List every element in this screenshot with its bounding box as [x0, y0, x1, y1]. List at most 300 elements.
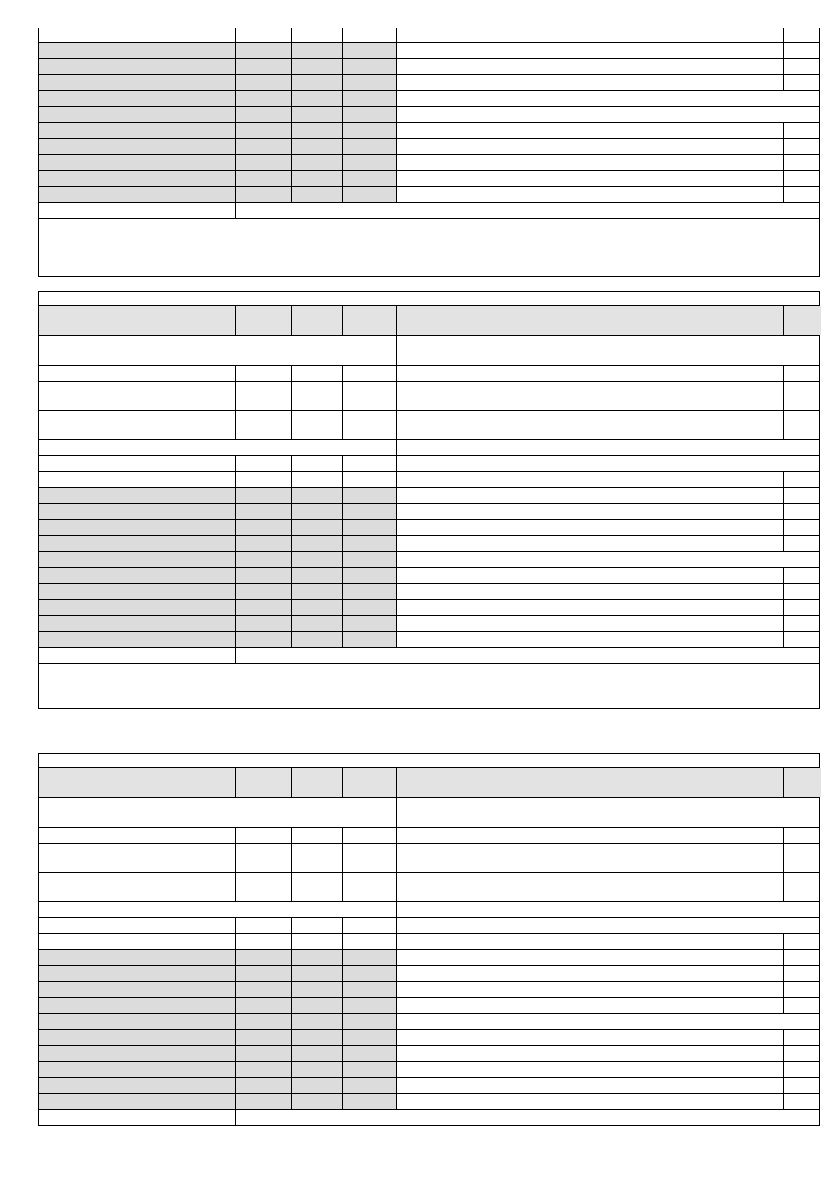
table-cell — [291, 918, 342, 933]
table-cell — [291, 382, 342, 410]
table-cell — [39, 902, 396, 917]
table-row — [38, 488, 820, 504]
table-cell — [39, 107, 235, 122]
table-row — [38, 768, 820, 798]
table-cell — [342, 1014, 396, 1029]
table-cell — [291, 472, 342, 487]
table-cell — [235, 768, 291, 797]
table-cell — [291, 59, 342, 74]
table-cell — [235, 1062, 291, 1077]
table-cell — [396, 616, 783, 631]
table-cell — [39, 171, 235, 186]
table-cell — [39, 1062, 235, 1077]
table-cell — [235, 306, 291, 335]
table-cell — [396, 873, 783, 901]
form-block-3 — [38, 753, 820, 1126]
table-cell — [291, 43, 342, 58]
table-row — [38, 75, 820, 91]
table-cell — [396, 1030, 783, 1045]
table-cell — [396, 59, 783, 74]
table-cell — [291, 28, 342, 42]
table-cell — [291, 155, 342, 170]
table-cell — [783, 306, 821, 335]
table-row — [38, 1046, 820, 1062]
table-cell — [342, 91, 396, 106]
table-cell — [39, 28, 235, 42]
table-row — [38, 155, 820, 171]
table-cell — [235, 91, 291, 106]
table-cell — [783, 382, 821, 410]
table-cell — [235, 1014, 291, 1029]
table-cell — [291, 366, 342, 381]
table-cell — [39, 873, 235, 901]
table-cell — [783, 768, 821, 797]
table-cell — [291, 504, 342, 519]
table-cell — [396, 107, 821, 122]
form-block-1 — [38, 28, 820, 276]
table-cell — [39, 306, 235, 335]
table-cell — [235, 28, 291, 42]
table-cell — [39, 918, 235, 933]
table-cell — [396, 43, 783, 58]
table-row — [38, 203, 820, 219]
table-cell — [291, 171, 342, 186]
table-cell — [39, 472, 235, 487]
table-cell — [291, 1062, 342, 1077]
table-row — [38, 382, 820, 411]
table-cell — [342, 616, 396, 631]
table-row — [38, 472, 820, 488]
table-row — [38, 664, 820, 709]
table-row — [38, 998, 820, 1014]
table-cell — [235, 844, 291, 872]
table-cell — [235, 411, 291, 439]
table-cell — [342, 504, 396, 519]
table-cell — [396, 1014, 821, 1029]
table-cell — [396, 504, 783, 519]
table-cell — [39, 139, 235, 154]
table-cell — [39, 664, 821, 708]
table-cell — [291, 75, 342, 90]
table-cell — [783, 934, 821, 949]
table-cell — [342, 411, 396, 439]
table-row — [38, 966, 820, 982]
table-cell — [235, 966, 291, 981]
table-cell — [235, 1110, 821, 1125]
table-cell — [235, 1094, 291, 1109]
table-cell — [342, 828, 396, 843]
table-cell — [235, 584, 291, 599]
table-cell — [342, 382, 396, 410]
table-cell — [342, 536, 396, 551]
table-cell — [783, 982, 821, 997]
table-cell — [291, 107, 342, 122]
table-cell — [396, 1078, 783, 1093]
table-cell — [342, 568, 396, 583]
table-cell — [291, 1094, 342, 1109]
table-cell — [342, 1046, 396, 1061]
table-cell — [291, 536, 342, 551]
table-cell — [235, 616, 291, 631]
table-cell — [235, 488, 291, 503]
table-row — [38, 28, 820, 43]
table-cell — [783, 632, 821, 647]
table-cell — [396, 1046, 783, 1061]
table-cell — [39, 1094, 235, 1109]
table-cell — [39, 648, 235, 663]
table-cell — [291, 1078, 342, 1093]
table-cell — [783, 616, 821, 631]
table-row — [38, 171, 820, 187]
table-cell — [39, 754, 821, 767]
table-cell — [783, 187, 821, 202]
table-cell — [291, 411, 342, 439]
table-cell — [235, 520, 291, 535]
table-cell — [396, 584, 783, 599]
table-row — [38, 918, 820, 934]
table-cell — [396, 456, 821, 471]
table-row — [38, 366, 820, 382]
table-cell — [342, 488, 396, 503]
table-cell — [235, 632, 291, 647]
table-row — [38, 456, 820, 472]
form-block-2 — [38, 291, 820, 709]
table-cell — [291, 568, 342, 583]
table-row — [38, 91, 820, 107]
table-cell — [396, 632, 783, 647]
table-cell — [783, 488, 821, 503]
table-cell — [235, 187, 291, 202]
table-row — [38, 1030, 820, 1046]
table-row — [38, 1094, 820, 1110]
table-cell — [39, 828, 235, 843]
table-cell — [783, 123, 821, 138]
table-cell — [342, 950, 396, 965]
table-cell — [39, 584, 235, 599]
table-row — [38, 187, 820, 203]
table-cell — [39, 1046, 235, 1061]
table-cell — [396, 600, 783, 615]
table-cell — [783, 59, 821, 74]
table-cell — [235, 568, 291, 583]
table-cell — [291, 844, 342, 872]
table-cell — [396, 411, 783, 439]
table-cell — [39, 411, 235, 439]
table-cell — [291, 966, 342, 981]
table-row — [38, 982, 820, 998]
table-cell — [342, 306, 396, 335]
table-row — [38, 306, 820, 336]
table-cell — [291, 998, 342, 1013]
table-cell — [235, 504, 291, 519]
table-cell — [396, 155, 783, 170]
table-cell — [291, 123, 342, 138]
table-cell — [396, 520, 783, 535]
table-cell — [39, 536, 235, 551]
table-cell — [396, 966, 783, 981]
table-cell — [342, 966, 396, 981]
table-cell — [396, 488, 783, 503]
table-cell — [342, 155, 396, 170]
table-cell — [396, 366, 783, 381]
table-cell — [39, 950, 235, 965]
table-cell — [291, 584, 342, 599]
table-cell — [783, 600, 821, 615]
table-cell — [396, 934, 783, 949]
table-cell — [39, 616, 235, 631]
table-cell — [291, 488, 342, 503]
table-cell — [39, 998, 235, 1013]
table-cell — [291, 1046, 342, 1061]
table-cell — [235, 1030, 291, 1045]
table-cell — [342, 998, 396, 1013]
table-cell — [342, 366, 396, 381]
table-row — [38, 139, 820, 155]
table-row — [38, 828, 820, 844]
table-cell — [39, 336, 396, 365]
table-cell — [783, 139, 821, 154]
table-cell — [235, 456, 291, 471]
table-cell — [39, 123, 235, 138]
table-row — [38, 123, 820, 139]
table-cell — [783, 504, 821, 519]
table-cell — [342, 520, 396, 535]
table-cell — [39, 203, 235, 218]
table-cell — [783, 966, 821, 981]
table-cell — [39, 1110, 235, 1125]
table-cell — [396, 382, 783, 410]
table-row — [38, 411, 820, 440]
table-cell — [235, 648, 821, 663]
table-cell — [342, 139, 396, 154]
table-cell — [342, 187, 396, 202]
table-cell — [342, 982, 396, 997]
table-cell — [342, 75, 396, 90]
table-cell — [396, 306, 783, 335]
table-cell — [39, 966, 235, 981]
table-cell — [783, 472, 821, 487]
table-cell — [235, 918, 291, 933]
table-cell — [235, 155, 291, 170]
table-cell — [342, 107, 396, 122]
table-cell — [396, 336, 821, 365]
table-cell — [396, 828, 783, 843]
table-cell — [39, 520, 235, 535]
table-cell — [783, 1062, 821, 1077]
table-cell — [291, 306, 342, 335]
table-cell — [291, 828, 342, 843]
table-cell — [39, 934, 235, 949]
table-cell — [39, 568, 235, 583]
table-cell — [396, 472, 783, 487]
table-cell — [39, 1078, 235, 1093]
table-cell — [291, 600, 342, 615]
table-cell — [396, 171, 783, 186]
table-cell — [39, 632, 235, 647]
table-cell — [783, 998, 821, 1013]
table-cell — [342, 123, 396, 138]
table-cell — [291, 982, 342, 997]
table-cell — [291, 91, 342, 106]
table-cell — [783, 1046, 821, 1061]
table-cell — [235, 123, 291, 138]
table-cell — [235, 600, 291, 615]
table-cell — [783, 28, 821, 42]
table-cell — [235, 998, 291, 1013]
table-cell — [342, 472, 396, 487]
table-cell — [291, 187, 342, 202]
table-row — [38, 568, 820, 584]
table-cell — [783, 411, 821, 439]
table-cell — [342, 632, 396, 647]
table-cell — [39, 600, 235, 615]
table-cell — [235, 75, 291, 90]
table-cell — [396, 918, 821, 933]
table-cell — [235, 950, 291, 965]
table-cell — [396, 844, 783, 872]
table-row — [38, 1110, 820, 1126]
table-cell — [291, 1030, 342, 1045]
table-row — [38, 600, 820, 616]
table-cell — [235, 1078, 291, 1093]
table-row — [38, 798, 820, 828]
table-cell — [396, 798, 821, 827]
table-cell — [39, 440, 396, 455]
table-cell — [342, 552, 396, 567]
table-cell — [39, 982, 235, 997]
table-cell — [783, 155, 821, 170]
table-cell — [39, 75, 235, 90]
table-cell — [235, 982, 291, 997]
table-cell — [291, 616, 342, 631]
table-cell — [342, 1094, 396, 1109]
table-row — [38, 616, 820, 632]
table-cell — [783, 171, 821, 186]
table-cell — [396, 123, 783, 138]
table-cell — [39, 43, 235, 58]
table-cell — [39, 768, 235, 797]
table-cell — [783, 75, 821, 90]
table-cell — [396, 28, 783, 42]
table-cell — [39, 91, 235, 106]
table-cell — [783, 536, 821, 551]
table-cell — [342, 1030, 396, 1045]
table-cell — [342, 873, 396, 901]
table-row — [38, 291, 820, 306]
table-cell — [235, 1046, 291, 1061]
table-row — [38, 219, 820, 277]
table-cell — [291, 632, 342, 647]
table-cell — [39, 552, 235, 567]
table-row — [38, 43, 820, 59]
table-cell — [235, 171, 291, 186]
table-row — [38, 1014, 820, 1030]
table-row — [38, 504, 820, 520]
table-cell — [39, 456, 235, 471]
table-cell — [39, 1030, 235, 1045]
table-cell — [396, 139, 783, 154]
table-cell — [235, 203, 821, 218]
table-cell — [342, 584, 396, 599]
table-cell — [235, 43, 291, 58]
table-cell — [342, 43, 396, 58]
table-cell — [342, 1062, 396, 1077]
table-cell — [783, 568, 821, 583]
table-cell — [235, 382, 291, 410]
table-cell — [342, 918, 396, 933]
table-cell — [342, 59, 396, 74]
table-cell — [396, 768, 783, 797]
table-cell — [396, 91, 821, 106]
table-cell — [783, 844, 821, 872]
table-cell — [342, 768, 396, 797]
table-row — [38, 873, 820, 902]
table-cell — [235, 828, 291, 843]
table-cell — [235, 59, 291, 74]
table-row — [38, 520, 820, 536]
table-cell — [235, 934, 291, 949]
table-cell — [396, 950, 783, 965]
table-cell — [235, 107, 291, 122]
table-cell — [396, 568, 783, 583]
table-cell — [783, 584, 821, 599]
table-cell — [396, 998, 783, 1013]
table-row — [38, 584, 820, 600]
table-cell — [39, 488, 235, 503]
table-row — [38, 753, 820, 768]
table-cell — [39, 155, 235, 170]
table-cell — [39, 798, 396, 827]
table-cell — [783, 1078, 821, 1093]
table-row — [38, 648, 820, 664]
table-cell — [39, 382, 235, 410]
table-cell — [342, 600, 396, 615]
table-cell — [291, 456, 342, 471]
table-row — [38, 950, 820, 966]
table-cell — [39, 292, 821, 305]
table-row — [38, 1078, 820, 1094]
table-cell — [235, 536, 291, 551]
table-cell — [235, 472, 291, 487]
table-row — [38, 552, 820, 568]
table-cell — [396, 75, 783, 90]
table-row — [38, 844, 820, 873]
table-cell — [39, 59, 235, 74]
table-cell — [783, 1030, 821, 1045]
table-cell — [783, 43, 821, 58]
table-cell — [396, 440, 821, 455]
table-cell — [783, 1094, 821, 1109]
table-cell — [291, 768, 342, 797]
table-cell — [291, 1014, 342, 1029]
table-cell — [783, 520, 821, 535]
table-cell — [291, 873, 342, 901]
table-cell — [342, 456, 396, 471]
table-cell — [39, 504, 235, 519]
table-row — [38, 336, 820, 366]
table-cell — [396, 902, 821, 917]
table-cell — [342, 1078, 396, 1093]
table-cell — [783, 873, 821, 901]
table-cell — [396, 1062, 783, 1077]
table-cell — [396, 552, 821, 567]
table-cell — [235, 873, 291, 901]
table-row — [38, 536, 820, 552]
table-row — [38, 107, 820, 123]
table-row — [38, 59, 820, 75]
table-cell — [396, 187, 783, 202]
table-row — [38, 934, 820, 950]
